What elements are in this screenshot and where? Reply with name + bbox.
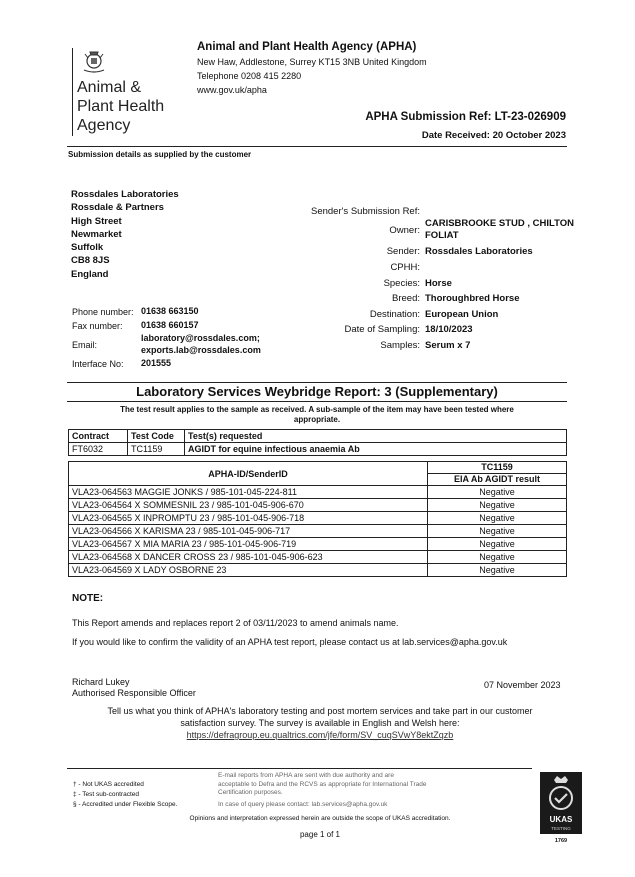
interface-value: 201555 [141, 358, 172, 368]
signatory-role: Authorised Responsible Officer [72, 688, 196, 698]
ukas-number: 1769 [554, 838, 568, 844]
email-label: Email: [72, 340, 98, 350]
table-row [69, 512, 567, 525]
tests-requested-header: Test(s) requested [185, 430, 567, 443]
tc1159-header: TC1159 [428, 462, 567, 474]
species-value: Horse [425, 278, 452, 289]
signatory-name: Richard Lukey [72, 677, 130, 687]
sample-id-cell: VLA23-064563 MAGGIE JONKS / 985-101-045-224-811 [69, 486, 428, 499]
footer-rule [67, 768, 532, 769]
result-header: EIA Ab AGIDT result [428, 474, 567, 486]
apha-id-header: APHA-ID/SenderID [69, 462, 428, 486]
result-cell: Negative [428, 551, 567, 564]
samples-value: Serum x 7 [425, 340, 471, 351]
destination-label: Destination: [369, 309, 420, 320]
sample-id-cell: VLA23-064567 X MIA MARIA 23 / 985-101-045-906-719 [69, 538, 428, 551]
sample-id-cell: VLA23-064564 X SOMMESNIL 23 / 985-101-045-906-670 [69, 499, 428, 512]
opinions-note: Opinions and interpretation expressed herein are outside the scope of UKAS accreditation. [189, 815, 451, 822]
sender-value: Rossdales Laboratories [425, 246, 533, 257]
crest-icon [80, 48, 108, 74]
sampling-date-value: 18/10/2023 [425, 324, 473, 335]
agency-website: www.gov.uk/apha [197, 85, 267, 95]
result-cell: Negative [428, 512, 567, 525]
ukas-crown-tick-icon [540, 772, 582, 816]
logo-divider [72, 48, 73, 136]
accreditation-legend: † - Not UKAS accredited ‡ - Test sub-contracted § - Accredited under Flexible Scope. [73, 781, 178, 808]
table-row [69, 499, 567, 512]
report-title: Laboratory Services Weybridge Report: 3 (Supplementary) [136, 384, 498, 399]
owner-value-2: FOLIAT [425, 230, 459, 241]
owner-label: Owner: [389, 225, 420, 236]
table-row [69, 551, 567, 564]
ukas-badge [540, 772, 582, 834]
contract-header: Contract [69, 430, 128, 443]
sample-id-cell: VLA23-064565 X INPROMPTU 23 / 985-101-045-906-718 [69, 512, 428, 525]
submission-ref: APHA Submission Ref: LT-23-026909 [365, 111, 566, 123]
breed-label: Breed: [392, 293, 420, 304]
fax-label: Fax number: [72, 321, 123, 331]
customer-address: Rossdales Laboratories Rossdale & Partners High Street Newmarket Suffolk CB8 8JS England [71, 189, 179, 280]
page-number: page 1 of 1 [299, 830, 341, 839]
email-value-1: laboratory@rossdales.com; [141, 333, 260, 343]
test-code-header: Test Code [128, 430, 185, 443]
note-amend: This Report amends and replaces report 2 of 03/11/2023 to amend animals name. [72, 618, 399, 628]
survey-link[interactable]: https://defragroup.eu.qualtrics.com/jfe/form/SV_cuqSVwY8ektZqzb [186, 730, 454, 740]
supplied-note: Submission details as supplied by the customer [68, 150, 252, 159]
agency-logo-text: Animal & Plant Health Agency [77, 79, 165, 134]
contract-table [68, 429, 567, 456]
sender-label: Sender: [386, 246, 420, 257]
table-row [69, 525, 567, 538]
samples-label: Samples: [380, 340, 420, 351]
owner-value: CARISBROOKE STUD , CHILTON [425, 218, 575, 229]
destination-value: European Union [425, 309, 499, 320]
signature-date: 07 November 2023 [484, 680, 561, 690]
note-confirm: If you would like to confirm the validity of an APHA test report, please contact us at lab.services@apha.gov.uk [72, 637, 508, 647]
email-value-2: exports.lab@rossdales.com [141, 345, 261, 355]
tests-requested-cell: AGIDT for equine infectious anaemia Ab [185, 443, 567, 456]
results-table [68, 461, 567, 577]
table-row [69, 486, 567, 499]
phone-value: 01638 663150 [141, 306, 199, 316]
query-contact: In case of query please contact: lab.services@apha.gov.uk [218, 801, 388, 808]
table-row [69, 564, 567, 577]
result-cell: Negative [428, 564, 567, 577]
table-row [69, 538, 567, 551]
agency-telephone: Telephone 0208 415 2280 [197, 71, 302, 81]
breed-value: Thoroughbred Horse [425, 293, 520, 304]
species-label: Species: [383, 278, 420, 289]
sample-id-cell: VLA23-064568 X DANCER CROSS 23 / 985-101-045-906-623 [69, 551, 428, 564]
date-received: Date Received: 20 October 2023 [421, 130, 566, 141]
result-cell: Negative [428, 525, 567, 538]
survey-line-2: satisfaction survey. The survey is available in English and Welsh here: [180, 718, 460, 728]
sampling-date-label: Date of Sampling: [344, 324, 420, 335]
phone-label: Phone number: [72, 307, 134, 317]
title-rule-top [67, 382, 567, 383]
cphh-label: CPHH: [390, 262, 420, 273]
report-subtitle-2: appropriate. [293, 415, 341, 424]
test-code-cell: TC1159 [128, 443, 185, 456]
ukas-label: UKAS [549, 815, 573, 824]
ukas-testing: TESTING [551, 826, 571, 831]
fax-value: 01638 660157 [141, 320, 199, 330]
sample-id-cell: VLA23-064566 X KARISMA 23 / 985-101-045-906-717 [69, 525, 428, 538]
result-cell: Negative [428, 499, 567, 512]
agency-address: New Haw, Addlestone, Surrey KT15 3NB United Kingdom [197, 57, 427, 67]
result-cell: Negative [428, 538, 567, 551]
agency-name: Animal and Plant Health Agency (APHA) [197, 41, 417, 53]
report-subtitle-1: The test result applies to the sample as received. A sub-sample of the item may have been tested where [120, 405, 514, 414]
sample-id-cell: VLA23-064569 X LADY OSBORNE 23 [69, 564, 428, 577]
survey-line-1: Tell us what you think of APHA's laboratory testing and post mortem services and take part in our customer [107, 706, 533, 716]
email-notice: E-mail reports from APHA are sent with due authority and are acceptable to Defra and the RCVS as appropriate for International Trade Certification purposes. [218, 772, 427, 796]
title-rule-bottom [67, 401, 567, 402]
note-heading: NOTE: [72, 593, 104, 604]
header-rule [67, 146, 567, 147]
sender-ref-label: Sender's Submission Ref: [310, 206, 420, 217]
contract-cell: FT6032 [69, 443, 128, 456]
result-cell: Negative [428, 486, 567, 499]
interface-label: Interface No: [72, 359, 124, 369]
